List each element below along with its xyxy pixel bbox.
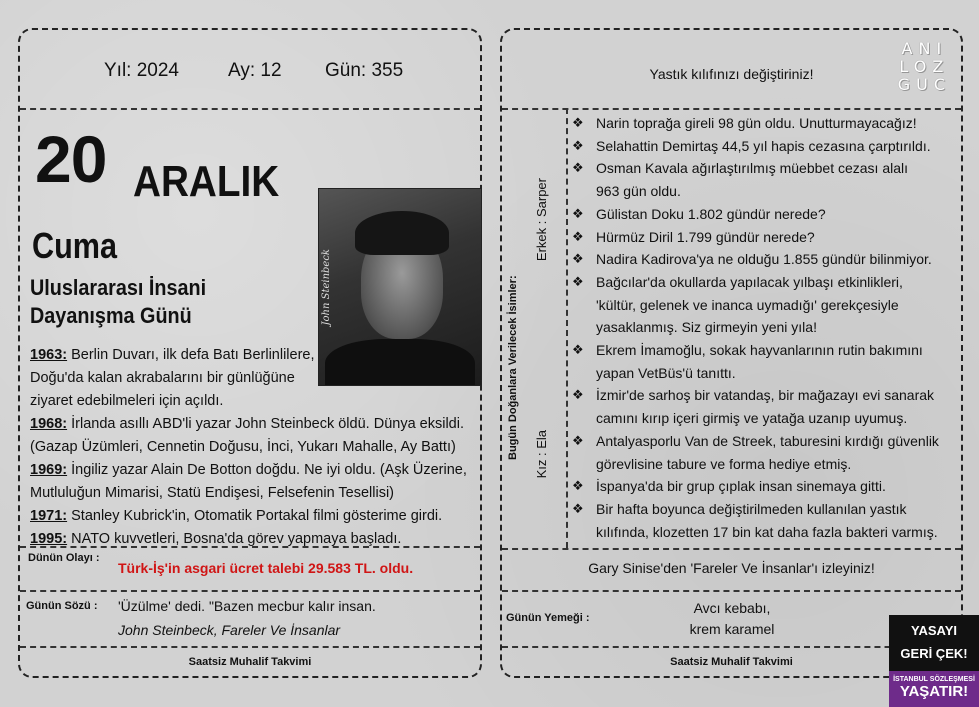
divider: [20, 590, 480, 592]
bullet-icon: ❖: [572, 273, 584, 289]
observance-line: Uluslararası İnsani: [30, 275, 207, 300]
list-item: ❖ Bağcılar'da okullarda yapılacak yılbaşı etkinlikleri, 'kültür, gelenek ve inanca uymadığı' gerekçesiyle yasaklanmış. Siz girmeyin yeni yıla!: [570, 271, 956, 339]
bullet-icon: ❖: [572, 228, 584, 244]
meal-label: Günün Yemeği :: [506, 612, 590, 624]
bullet-icon: ❖: [572, 387, 584, 403]
month-label: Ay: 12: [228, 60, 282, 81]
right-calendar-page: [500, 28, 963, 678]
observance-title: [30, 274, 300, 330]
year-label: Yıl: 2024: [104, 60, 179, 81]
bullet-icon: ❖: [572, 251, 584, 267]
footer-title: Saatsiz Muhalif Takvimi: [188, 656, 312, 668]
girl-name: Kız : Ela: [534, 430, 549, 479]
column-divider: [566, 108, 568, 548]
divider: [20, 546, 480, 548]
event-of-day: Türk-İş'in asgari ücret talebi 29.583 TL. oldu.: [118, 560, 414, 576]
list-item: ❖ Narin toprağa gireli 98 gün oldu. Unutturmayacağız!: [570, 112, 956, 135]
campaign-badge: YASAYI GERİ ÇEK!: [889, 615, 979, 671]
event-line: ziyaret edebilmeleri için açıldı.: [30, 393, 224, 409]
boy-name: Erkek : Sarper: [534, 178, 549, 262]
list-item: ❖ Antalyasporlu Van de Streek, taburesini kırdığı güvenlik görevlisine tabure ve forma hediye etmiş.: [570, 430, 956, 475]
divider: [502, 108, 961, 110]
bullet-icon: ❖: [572, 500, 584, 516]
bullet-icon: ❖: [572, 342, 584, 358]
event-line: (Gazap Üzümleri, Cennetin Doğusu, İnci, Yukarı Mahalle, Ay Battı): [30, 439, 456, 455]
news-list: [570, 112, 956, 543]
meal-of-day: Avcı kebabı, krem karamel: [689, 600, 775, 637]
list-item: ❖ Gülistan Doku 1.802 gündür nerede?: [570, 203, 956, 226]
history-events: [30, 344, 470, 551]
list-item: ❖ Selahattin Demirtaş 44,5 yıl hapis cezasına çarptırıldı.: [570, 135, 956, 158]
quote-text: 'Üzülme' dedi. "Bazen mecbur kalır insan.: [118, 598, 376, 614]
list-item: ❖ Bir hafta boyunca değiştirilmeden kullanılan yastık kılıfında, klozetten 17 bin kat daha fazla bakteri varmış.: [570, 498, 956, 543]
bullet-icon: ❖: [572, 160, 584, 176]
divider: [20, 108, 480, 110]
bullet-icon: ❖: [572, 205, 584, 221]
divider: [502, 590, 961, 592]
event-line: 1968: İrlanda asıllı ABD'li yazar John Steinbeck öldü. Dünya eksildi.: [30, 416, 464, 432]
list-item: ❖ Ekrem İmamoğlu, sokak hayvanlarının rutin bakımını yapan VetBüs'ü tanıttı.: [570, 339, 956, 384]
header-note: Yastık kılıfınızı değiştiriniz!: [649, 66, 814, 82]
day-number: 20: [35, 122, 107, 196]
photo-hair: [355, 211, 449, 255]
list-item: ❖ Nadira Kadirova'ya ne olduğu 1.855 gündür bilinmiyor.: [570, 248, 956, 271]
movie-suggestion: Gary Sinise'den 'Fareler Ve İnsanlar'ı izleyiniz!: [588, 560, 875, 576]
bullet-icon: ❖: [572, 137, 584, 153]
day-of-year-label: Gün: 355: [325, 60, 404, 81]
event-line: 1963: Berlin Duvarı, ilk defa Batı Berlinlilere,: [30, 347, 315, 363]
observance-line: Dayanışma Günü: [30, 303, 192, 328]
bullet-icon: ❖: [572, 115, 584, 130]
event-line: Doğu'da kalan akrabalarını bir günlüğüne: [30, 370, 295, 386]
list-item: ❖ İzmir'de sarhoş bir vatandaş, bir mağazayı evi sanarak camını kırıp içeri girmiş ve yatağa uzanıp uyumuş.: [570, 384, 956, 429]
list-item: ❖ İspanya'da bir grup çıplak insan sinemaya gitti.: [570, 475, 956, 498]
event-line: 1995: NATO kuvvetleri, Bosna'da görev yapmaya başladı.: [30, 531, 402, 547]
footer-title: Saatsiz Muhalif Takvimi: [670, 656, 793, 668]
weekday: Cuma: [32, 225, 118, 266]
divider: [20, 646, 480, 648]
istanbul-convention-badge: İSTANBUL SÖZLEŞMESİ YAŞATIR!: [889, 671, 979, 707]
left-calendar-page: [18, 28, 482, 678]
bullet-icon: ❖: [572, 478, 584, 494]
names-title: Bugün Doğanlara Verilecek İsimler:: [507, 275, 519, 460]
photo-signature: John Steinbeck: [321, 249, 332, 326]
quote-source: John Steinbeck, Fareler Ve İnsanlar: [118, 622, 341, 638]
event-line: Mutluluğun Mimarisi, Statü Endişesi, Felsefenin Tesellisi): [30, 485, 394, 501]
event-line: 1969: İngiliz yazar Alain De Botton doğdu. Ne iyi oldu. (Aşk Üzerine,: [30, 462, 467, 478]
divider: [502, 548, 961, 550]
quote-label: Günün Sözü :: [26, 600, 98, 612]
list-item: ❖ Hürmüz Diril 1.799 gündür nerede?: [570, 226, 956, 249]
logo: ANI LOZ GUC: [897, 39, 951, 94]
bullet-icon: ❖: [572, 432, 584, 448]
month-name: ARALIK: [133, 157, 280, 206]
event-line: 1971: Stanley Kubrick'in, Otomatik Portakal filmi gösterime girdi.: [30, 508, 443, 524]
list-item: ❖ Osman Kavala ağırlaştırılmış müebbet cezası alalı 963 gün oldu.: [570, 157, 956, 202]
event-of-day-label: Dünün Olayı :: [28, 552, 100, 564]
